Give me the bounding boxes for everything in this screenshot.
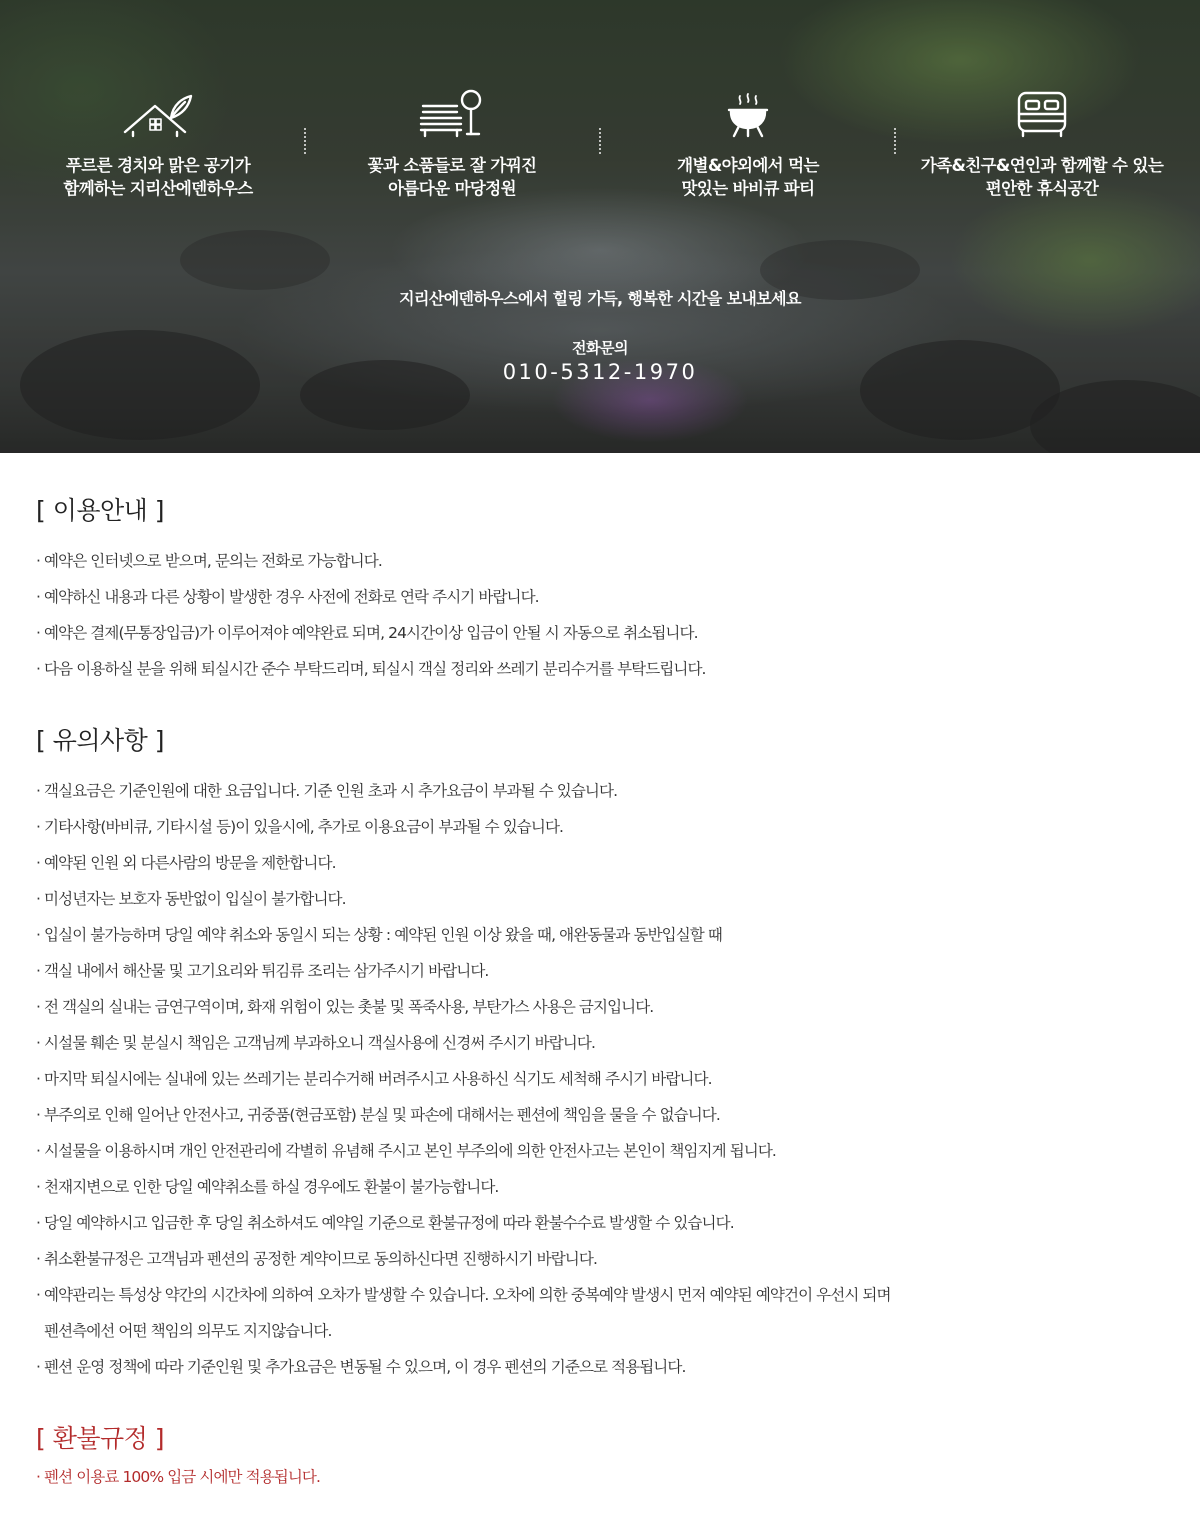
refund-section-title: [ 환불규정 ] (36, 1424, 165, 1453)
usage-item: · 예약은 인터넷으로 받으며, 문의는 전화로 가능합니다. (36, 552, 382, 570)
notice-item: · 마지막 퇴실시에는 실내에 있는 쓰레기는 분리수거해 버려주시고 사용하신 식기도 세척해 주시기 바랍니다. (36, 1070, 712, 1088)
feature-text-line2: 아름다운 마당정원 (388, 179, 516, 198)
notice-item: · 예약된 인원 외 다른사람의 방문을 제한합니다. (36, 854, 336, 872)
notice-item: · 미성년자는 보호자 동반없이 입실이 불가합니다. (36, 890, 346, 908)
hero-overlay (0, 0, 1200, 453)
bbq-grill-icon (598, 88, 898, 138)
feature-item (8, 88, 308, 200)
feature-text-line2: 함께하는 지리산에덴하우스 (63, 179, 253, 198)
feature-text-line1: 가족&친구&연인과 함께할 수 있는 (920, 156, 1164, 175)
bed-icon (892, 88, 1192, 138)
notice-item: · 시설물 훼손 및 분실시 책임은 고객님께 부과하오니 객실사용에 신경써 주시기 바랍니다. (36, 1034, 595, 1052)
refund-item: · 펜션 이용료 100% 입금 시에만 적용됩니다. (36, 1468, 321, 1486)
phone-number[interactable]: 010-5312-1970 (502, 360, 698, 384)
notice-section-title: [ 유의사항 ] (36, 726, 165, 755)
hero-tagline: 지리산에덴하우스에서 힐링 가득, 행복한 시간을 보내보세요 (399, 289, 801, 308)
feature-item (598, 88, 898, 200)
feature-item (892, 88, 1192, 200)
notice-item: · 시설물을 이용하시며 개인 안전관리에 각별히 유념해 주시고 본인 부주의에 의한 안전사고는 본인이 책임지게 됩니다. (36, 1142, 776, 1160)
garden-bench-tree-icon (302, 88, 602, 138)
notice-item: · 천재지변으로 인한 당일 예약취소를 하실 경우에도 환불이 불가능합니다. (36, 1178, 499, 1196)
feature-text-line1: 꽃과 소품들로 잘 가꿔진 (367, 156, 537, 175)
feature-text-line1: 푸르른 경치와 맑은 공기가 (65, 156, 251, 175)
usage-item: · 다음 이용하실 분을 위해 퇴실시간 준수 부탁드리며, 퇴실시 객실 정리와 쓰레기 분리수거를 부탁드립니다. (36, 660, 706, 678)
feature-text-line1: 개별&야외에서 먹는 (677, 156, 819, 175)
usage-section-title: [ 이용안내 ] (36, 496, 165, 525)
feature-list (0, 88, 1200, 208)
feature-item (302, 88, 602, 200)
phone-label: 전화문의 (572, 339, 628, 357)
notice-item: · 전 객실의 실내는 금연구역이며, 화재 위험이 있는 촛불 및 폭죽사용, 부탄가스 사용은 금지입니다. (36, 998, 654, 1016)
notice-item: · 예약관리는 특성상 약간의 시간차에 의하여 오차가 발생할 수 있습니다. 오차에 의한 중복예약 발생시 먼저 예약된 예약건이 우선시 되며 (36, 1286, 891, 1304)
notice-item: · 펜션 운영 정책에 따라 기준인원 및 추가요금은 변동될 수 있으며, 이 경우 펜션의 기준으로 적용됩니다. (36, 1358, 686, 1376)
notice-item: · 부주의로 인해 일어난 안전사고, 귀중품(현금포함) 분실 및 파손에 대해서는 펜션에 책임을 물을 수 없습니다. (36, 1106, 720, 1124)
usage-item: · 예약은 결제(무통장입금)가 이루어져야 예약완료 되며, 24시간이상 입금이 안될 시 자동으로 취소됩니다. (36, 624, 698, 642)
house-leaf-icon (8, 88, 308, 138)
notice-item: · 취소환불규정은 고객님과 펜션의 공정한 계약이므로 동의하신다면 진행하시기 바랍니다. (36, 1250, 597, 1268)
feature-text-line2: 편안한 휴식공간 (985, 179, 1099, 198)
notice-item: · 입실이 불가능하며 당일 예약 취소와 동일시 되는 상황 : 예약된 인원 이상 왔을 때, 애완동물과 동반입실할 때 (36, 926, 722, 944)
notice-item: · 기타사항(바비큐, 기타시설 등)이 있을시에, 추가로 이용요금이 부과될 수 있습니다. (36, 818, 564, 836)
notice-item: · 객실 내에서 해산물 및 고기요리와 튀김류 조리는 삼가주시기 바랍니다. (36, 962, 489, 980)
feature-text-line2: 맛있는 바비큐 파티 (681, 179, 815, 198)
notice-item-continuation: 펜션측에선 어떤 책임의 의무도 지지않습니다. (44, 1322, 332, 1340)
usage-item: · 예약하신 내용과 다른 상황이 발생한 경우 사전에 전화로 연락 주시기 바랍니다. (36, 588, 539, 606)
hero-banner (0, 0, 1200, 453)
notice-item: · 당일 예약하시고 입금한 후 당일 취소하셔도 예약일 기준으로 환불규정에 따라 환불수수료 발생할 수 있습니다. (36, 1214, 734, 1232)
notice-item: · 객실요금은 기준인원에 대한 요금입니다. 기준 인원 초과 시 추가요금이 부과될 수 있습니다. (36, 782, 618, 800)
